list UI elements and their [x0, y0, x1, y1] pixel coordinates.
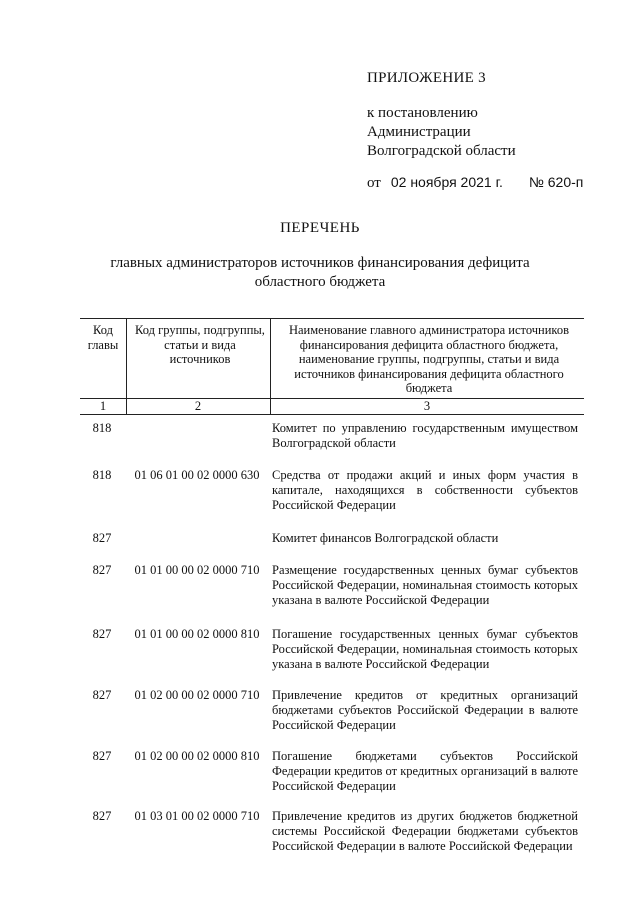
- source-name: Размещение государственных ценных бумаг субъектов Российской Федерации, номинальная стоимость которых указана в валюте Российской Федерации: [272, 563, 578, 607]
- source-name: Привлечение кредитов от кредитных организаций бюджетами субъектов Российской Федерации в валюте Российской Федерации: [272, 688, 578, 732]
- header-group-code: Код группы, подгруппы, статьи и вида источников: [135, 323, 265, 366]
- resolution-line: Волгоградской области: [367, 143, 516, 159]
- source-name: Средства от продажи акций и иных форм участия в капитале, находящихся в собственности субъектов Российской Федерации: [272, 468, 578, 512]
- chapter-code: 818: [92, 421, 112, 435]
- document-number: № 620-п: [528, 174, 584, 190]
- chapter-code: 827: [92, 809, 112, 823]
- column-number: 1: [99, 399, 107, 413]
- source-name: Комитет финансов Волгоградской области: [272, 531, 499, 545]
- source-code: 01 02 00 00 02 0000 810: [134, 749, 260, 763]
- source-name: Погашение государственных ценных бумаг субъектов Российской Федерации, номинальная стоимость которых указана в валюте Российской Федерации: [272, 627, 578, 671]
- resolution-line: к постановлению: [367, 105, 478, 121]
- chapter-code: 818: [92, 468, 112, 482]
- source-name: Комитет по управлению государственным имуществом Волгоградской области: [272, 421, 578, 450]
- header-name: Наименование главного администратора источников финансирования дефицита областного бюджета, наименование группы, подгруппы, статьи и вида источников финансирования дефицита областного бюджета: [288, 323, 570, 395]
- page-subtitle: главных администраторов источников финансирования дефицита областного бюджета: [110, 255, 530, 290]
- date-prefix: от: [367, 175, 381, 191]
- resolution-block: [367, 104, 516, 161]
- source-code: 01 03 01 00 02 0000 710: [134, 809, 260, 823]
- chapter-code: 827: [92, 627, 112, 641]
- column-numbers-divider: [80, 414, 584, 415]
- header-chapter-code: Код главы: [87, 323, 119, 352]
- appendix-label: ПРИЛОЖЕНИЕ 3: [367, 70, 486, 86]
- source-name: Привлечение кредитов из других бюджетов бюджетной системы Российской Федерации бюджетами субъектов Российской Федерации в валюте Российской Федерации: [272, 809, 578, 853]
- column-number: 3: [423, 399, 431, 413]
- chapter-code: 827: [92, 688, 112, 702]
- date-value: 02 ноября 2021 г.: [390, 174, 503, 190]
- chapter-code: 827: [92, 563, 112, 577]
- resolution-line: Администрации: [367, 124, 471, 140]
- chapter-code: 827: [92, 531, 112, 545]
- source-code: 01 01 00 00 02 0000 810: [134, 627, 260, 641]
- column-number: 2: [194, 399, 202, 413]
- chapter-code: 827: [92, 749, 112, 763]
- source-code: 01 02 00 00 02 0000 710: [134, 688, 260, 702]
- table-top-border: [80, 318, 584, 319]
- source-name: Погашение бюджетами субъектов Российской Федерации кредитов от кредитных организаций в валюте Российской Федерации: [272, 749, 578, 793]
- page-title: ПЕРЕЧЕНЬ: [280, 220, 360, 236]
- source-code: 01 06 01 00 02 0000 630: [134, 468, 260, 482]
- date-number-row: [367, 174, 583, 192]
- source-code: 01 01 00 00 02 0000 710: [134, 563, 260, 577]
